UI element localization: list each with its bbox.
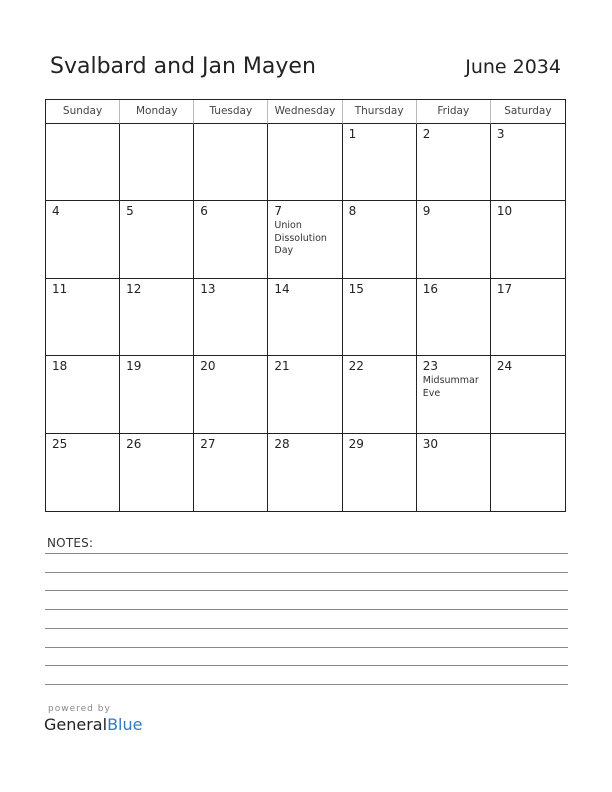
day-cell — [194, 356, 268, 433]
day-number: 8 — [348, 204, 357, 219]
day-cell — [120, 201, 194, 278]
day-number: 23 — [422, 359, 438, 374]
holiday-label: Midsummar Eve — [422, 375, 479, 399]
day-cell — [268, 279, 342, 356]
day-number: 7 — [274, 204, 283, 219]
day-cell — [194, 201, 268, 278]
generalblue-logo — [44, 715, 142, 734]
day-cell — [343, 124, 417, 201]
day-cell — [491, 434, 565, 511]
day-cell — [194, 279, 268, 356]
day-cell — [46, 434, 120, 511]
day-cell — [46, 124, 120, 201]
weekday-header-monday: Monday — [120, 100, 194, 124]
day-number: 2 — [422, 127, 431, 141]
powered-by-text: powered by — [48, 704, 111, 714]
day-number: 6 — [200, 204, 208, 219]
day-cell — [343, 434, 417, 511]
day-cell — [120, 434, 194, 511]
note-line — [45, 647, 568, 648]
day-number: 22 — [348, 359, 364, 374]
day-cell — [194, 434, 268, 511]
day-cell — [268, 356, 342, 433]
day-number: 20 — [200, 359, 216, 374]
note-line — [45, 572, 568, 573]
day-cell — [268, 434, 342, 511]
weekday-header-thursday: Thursday — [343, 100, 417, 124]
day-number: 3 — [496, 127, 505, 141]
day-number: 9 — [422, 204, 431, 219]
note-line — [45, 590, 568, 591]
day-number: 30 — [422, 436, 438, 451]
day-number: 18 — [52, 359, 68, 374]
day-cell — [417, 434, 491, 511]
day-number: 16 — [422, 281, 438, 296]
day-cell — [46, 356, 120, 433]
weekday-header-sunday: Sunday — [46, 100, 120, 124]
note-line — [45, 553, 568, 554]
day-number: 21 — [274, 359, 290, 374]
logo-text-general: General — [44, 715, 108, 734]
day-number: 24 — [496, 359, 513, 374]
day-number: 26 — [126, 436, 142, 451]
day-cell — [417, 124, 491, 201]
weekday-header-wednesday: Wednesday — [268, 100, 342, 124]
day-cell — [120, 356, 194, 433]
day-number: 29 — [348, 436, 364, 451]
day-cell — [268, 201, 342, 278]
notes-label: NOTES: — [47, 536, 94, 550]
day-cell — [491, 279, 565, 356]
day-number: 25 — [52, 436, 68, 451]
generalblue-branding — [44, 704, 142, 734]
day-cell — [343, 201, 417, 278]
note-line — [45, 684, 568, 685]
day-cell — [268, 124, 342, 201]
day-cell — [343, 279, 417, 356]
logo-text-blue: Blue — [107, 715, 143, 734]
calendar-title: Svalbard and Jan Mayen — [50, 54, 316, 79]
day-number: 12 — [126, 281, 142, 296]
day-cell — [417, 279, 491, 356]
day-number: 1 — [348, 127, 357, 141]
day-number: 17 — [496, 281, 513, 296]
day-number: 27 — [200, 436, 216, 451]
weekday-header-friday: Friday — [417, 100, 491, 124]
note-line — [45, 609, 568, 610]
weekday-header-saturday: Saturday — [491, 100, 565, 124]
day-number: 4 — [52, 204, 60, 219]
holiday-label: Union Dissolution Day — [274, 220, 327, 257]
calendar-grid — [45, 99, 566, 512]
note-line — [45, 665, 568, 666]
day-cell — [417, 356, 491, 433]
day-number: 11 — [52, 281, 68, 296]
day-number: 5 — [126, 204, 134, 219]
day-cell — [120, 279, 194, 356]
note-line — [45, 628, 568, 629]
day-number: 19 — [126, 359, 142, 374]
day-cell — [194, 124, 268, 201]
day-number: 15 — [348, 281, 364, 296]
weekday-header-tuesday: Tuesday — [194, 100, 268, 124]
day-cell — [343, 356, 417, 433]
day-cell — [46, 201, 120, 278]
day-cell — [120, 124, 194, 201]
day-number: 10 — [496, 204, 513, 219]
day-cell — [491, 201, 565, 278]
day-number: 28 — [274, 436, 290, 451]
day-cell — [491, 356, 565, 433]
day-cell — [417, 201, 491, 278]
day-number: 14 — [274, 281, 290, 296]
month-label: June 2034 — [465, 56, 561, 78]
day-number: 13 — [200, 281, 216, 296]
day-cell — [46, 279, 120, 356]
day-cell — [491, 124, 565, 201]
